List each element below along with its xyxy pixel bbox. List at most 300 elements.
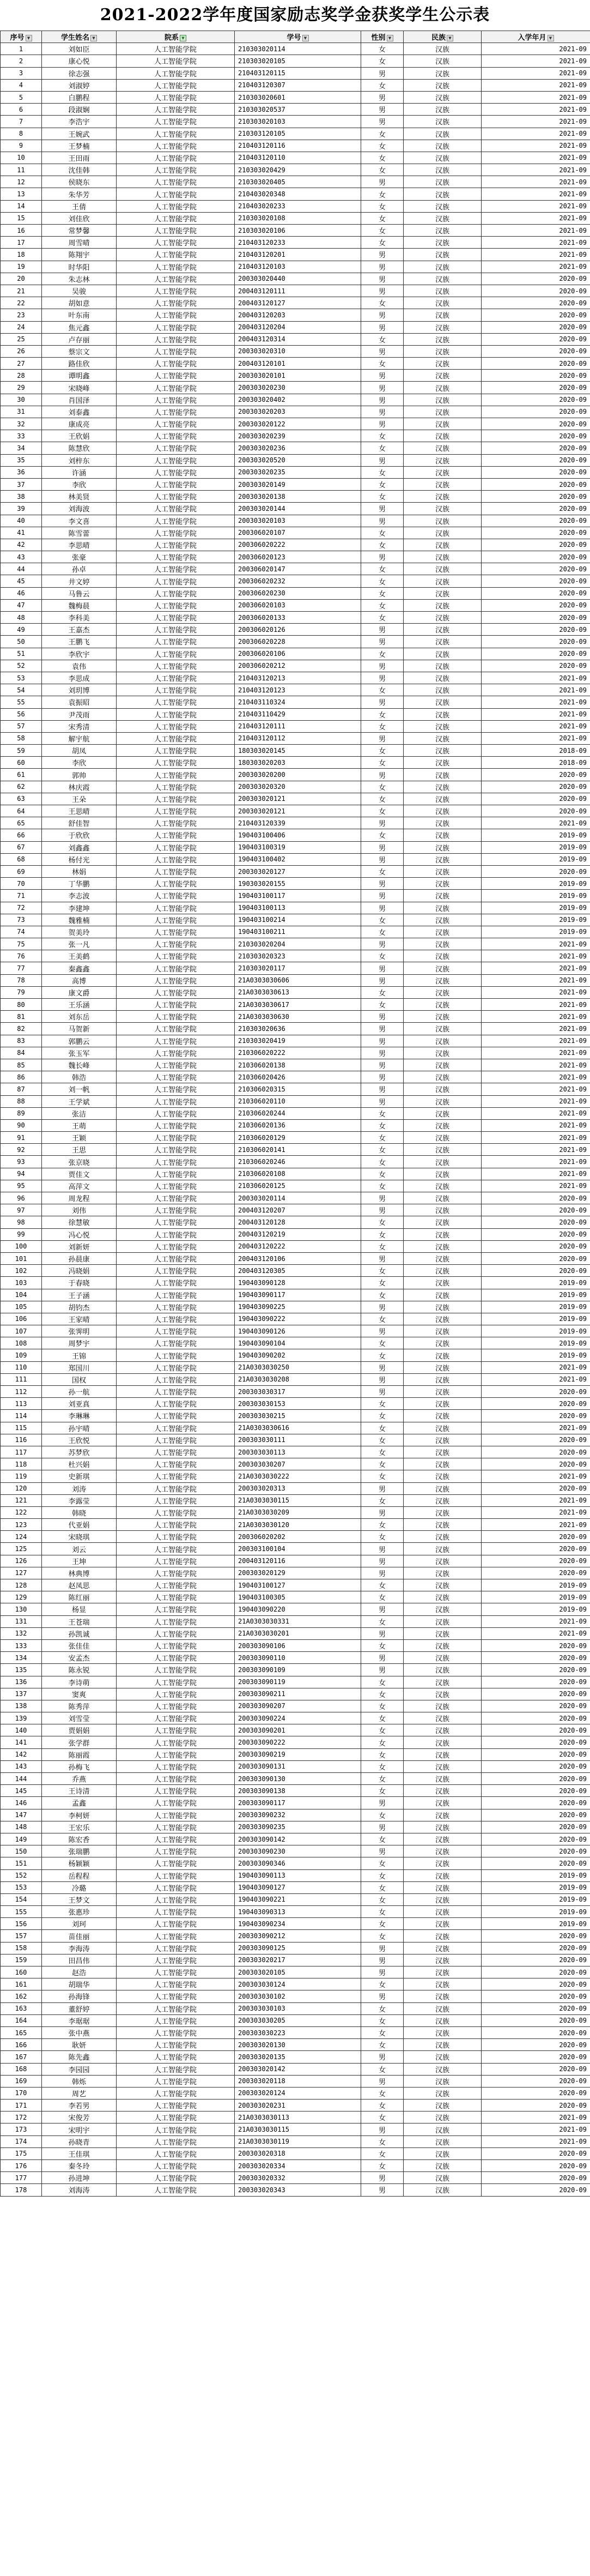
cell-student-name[interactable]: 秦鑫鑫 [42,962,117,974]
cell-enroll-date[interactable]: 2021-09 [482,1627,590,1639]
cell-sex[interactable]: 女 [361,1893,404,1905]
cell-nation[interactable]: 汉族 [404,684,482,696]
cell-student-id[interactable]: 210403120307 [235,79,361,91]
cell-enroll-date[interactable]: 2021-09 [482,950,590,962]
cell-student-id[interactable]: 21A0303030630 [235,1011,361,1023]
cell-seq[interactable]: 10 [1,152,42,164]
cell-nation[interactable]: 汉族 [404,1398,482,1410]
cell-sex[interactable]: 男 [361,1095,404,1107]
cell-enroll-date[interactable]: 2020-09 [482,1797,590,1809]
cell-sex[interactable]: 女 [361,914,404,926]
cell-school[interactable]: 人工智能学院 [117,1869,235,1881]
cell-school[interactable]: 人工智能学院 [117,261,235,273]
cell-school[interactable]: 人工智能学院 [117,164,235,176]
cell-seq[interactable]: 3 [1,67,42,79]
cell-sex[interactable]: 男 [361,1083,404,1095]
cell-enroll-date[interactable]: 2021-09 [482,708,590,720]
cell-student-name[interactable]: 杨颖颖 [42,1857,117,1869]
cell-sex[interactable]: 女 [361,430,404,442]
cell-student-id[interactable]: 200303030223 [235,2026,361,2038]
cell-seq[interactable]: 78 [1,974,42,986]
cell-student-id[interactable]: 200403120127 [235,297,361,309]
cell-seq[interactable]: 62 [1,781,42,793]
cell-sex[interactable]: 男 [361,1555,404,1567]
cell-school[interactable]: 人工智能学院 [117,200,235,212]
cell-nation[interactable]: 汉族 [404,140,482,152]
cell-student-id[interactable]: 210403120103 [235,261,361,273]
cell-nation[interactable]: 汉族 [404,1990,482,2002]
cell-sex[interactable]: 女 [361,1773,404,1785]
cell-seq[interactable]: 36 [1,466,42,478]
cell-enroll-date[interactable]: 2020-09 [482,539,590,551]
cell-seq[interactable]: 176 [1,2160,42,2172]
cell-student-name[interactable]: 张霁明 [42,1325,117,1337]
col-header-nation[interactable] [404,31,482,43]
cell-school[interactable]: 人工智能学院 [117,116,235,128]
cell-enroll-date[interactable]: 2020-09 [482,1930,590,1942]
cell-nation[interactable]: 汉族 [404,2002,482,2014]
cell-school[interactable]: 人工智能学院 [117,878,235,890]
cell-school[interactable]: 人工智能学院 [117,1204,235,1216]
cell-seq[interactable]: 52 [1,660,42,672]
cell-student-id[interactable]: 190403090113 [235,1869,361,1881]
cell-school[interactable]: 人工智能学院 [117,1906,235,1918]
cell-sex[interactable]: 女 [361,1724,404,1736]
cell-sex[interactable]: 女 [361,1700,404,1712]
cell-seq[interactable]: 93 [1,1156,42,1168]
cell-student-name[interactable]: 韩浩 [42,1071,117,1083]
cell-student-name[interactable]: 杨显 [42,1603,117,1615]
cell-enroll-date[interactable]: 2019-09 [482,1893,590,1905]
cell-school[interactable]: 人工智能学院 [117,1942,235,1954]
cell-enroll-date[interactable]: 2019-09 [482,1591,590,1603]
cell-seq[interactable]: 19 [1,261,42,273]
cell-nation[interactable]: 汉族 [404,2123,482,2135]
cell-seq[interactable]: 72 [1,902,42,914]
cell-student-id[interactable]: 200306020232 [235,575,361,587]
cell-student-id[interactable]: 180303020145 [235,745,361,757]
cell-seq[interactable]: 34 [1,442,42,454]
cell-seq[interactable]: 132 [1,1627,42,1639]
cell-nation[interactable]: 汉族 [404,1252,482,1264]
cell-sex[interactable]: 女 [361,575,404,587]
cell-nation[interactable]: 汉族 [404,1676,482,1688]
cell-school[interactable]: 人工智能学院 [117,1748,235,1760]
cell-nation[interactable]: 汉族 [404,660,482,672]
cell-seq[interactable]: 97 [1,1204,42,1216]
cell-school[interactable]: 人工智能学院 [117,1603,235,1615]
cell-student-name[interactable]: 陈雪蕾 [42,527,117,539]
cell-student-id[interactable]: 200306020123 [235,551,361,563]
cell-enroll-date[interactable]: 2020-09 [482,466,590,478]
cell-school[interactable]: 人工智能学院 [117,1132,235,1144]
cell-school[interactable]: 人工智能学院 [117,1893,235,1905]
cell-enroll-date[interactable]: 2020-09 [482,1410,590,1422]
cell-student-id[interactable]: 210403110324 [235,696,361,708]
cell-enroll-date[interactable]: 2020-09 [482,648,590,660]
cell-student-id[interactable]: 200303030124 [235,1978,361,1990]
cell-nation[interactable]: 汉族 [404,1180,482,1192]
cell-sex[interactable]: 女 [361,1470,404,1482]
cell-enroll-date[interactable]: 2020-09 [482,1748,590,1760]
cell-nation[interactable]: 汉族 [404,1748,482,1760]
cell-enroll-date[interactable]: 2019-09 [482,902,590,914]
cell-seq[interactable]: 106 [1,1313,42,1325]
cell-enroll-date[interactable]: 2021-09 [482,696,590,708]
cell-enroll-date[interactable]: 2019-09 [482,1881,590,1893]
cell-sex[interactable]: 女 [361,128,404,140]
cell-student-name[interactable]: 周艺 [42,2087,117,2099]
cell-school[interactable]: 人工智能学院 [117,285,235,297]
cell-seq[interactable]: 116 [1,1434,42,1446]
cell-enroll-date[interactable]: 2021-09 [482,1156,590,1168]
cell-enroll-date[interactable]: 2021-09 [482,672,590,684]
cell-student-name[interactable]: 田昌伟 [42,1954,117,1966]
cell-student-id[interactable]: 200403120204 [235,321,361,333]
cell-student-id[interactable]: 200303030205 [235,2014,361,2026]
cell-nation[interactable]: 汉族 [404,1132,482,1144]
cell-student-id[interactable]: 200403120111 [235,285,361,297]
cell-student-id[interactable]: 210303020117 [235,962,361,974]
cell-sex[interactable]: 男 [361,285,404,297]
cell-enroll-date[interactable]: 2021-09 [482,212,590,224]
filter-dropdown-icon[interactable]: ▼ [90,35,97,41]
cell-seq[interactable]: 44 [1,563,42,575]
cell-sex[interactable]: 男 [361,841,404,853]
cell-enroll-date[interactable]: 2020-09 [482,1845,590,1857]
cell-seq[interactable]: 23 [1,309,42,321]
cell-seq[interactable]: 63 [1,793,42,805]
cell-sex[interactable]: 女 [361,1422,404,1434]
cell-sex[interactable]: 女 [361,152,404,164]
cell-nation[interactable]: 汉族 [404,406,482,418]
cell-seq[interactable]: 80 [1,999,42,1011]
cell-enroll-date[interactable]: 2021-09 [482,2123,590,2135]
cell-seq[interactable]: 165 [1,2026,42,2038]
cell-student-name[interactable]: 王子涵 [42,1289,117,1301]
cell-enroll-date[interactable]: 2020-09 [482,1567,590,1579]
cell-school[interactable]: 人工智能学院 [117,781,235,793]
cell-student-name[interactable]: 苗佳丽 [42,1930,117,1942]
cell-nation[interactable]: 汉族 [404,539,482,551]
cell-seq[interactable]: 25 [1,333,42,345]
cell-school[interactable]: 人工智能学院 [117,1833,235,1845]
cell-seq[interactable]: 2 [1,55,42,67]
cell-student-name[interactable]: 王朵 [42,793,117,805]
cell-student-id[interactable]: 200303090201 [235,1724,361,1736]
cell-seq[interactable]: 109 [1,1349,42,1361]
cell-enroll-date[interactable]: 2021-09 [482,974,590,986]
cell-student-name[interactable]: 谭明鑫 [42,370,117,382]
cell-enroll-date[interactable]: 2021-09 [482,200,590,212]
cell-sex[interactable]: 男 [361,1543,404,1555]
cell-student-id[interactable]: 200306020133 [235,612,361,624]
cell-enroll-date[interactable]: 2020-09 [482,1990,590,2002]
cell-sex[interactable]: 女 [361,2160,404,2172]
cell-student-id[interactable]: 190403100117 [235,890,361,902]
cell-sex[interactable]: 男 [361,1966,404,1978]
cell-seq[interactable]: 85 [1,1059,42,1071]
cell-student-name[interactable]: 林典博 [42,1567,117,1579]
cell-sex[interactable]: 男 [361,636,404,648]
cell-school[interactable]: 人工智能学院 [117,599,235,611]
cell-school[interactable]: 人工智能学院 [117,1494,235,1506]
cell-nation[interactable]: 汉族 [404,1664,482,1676]
cell-seq[interactable]: 6 [1,104,42,116]
cell-school[interactable]: 人工智能学院 [117,1821,235,1833]
cell-enroll-date[interactable]: 2020-09 [482,309,590,321]
cell-seq[interactable]: 39 [1,503,42,515]
cell-sex[interactable]: 女 [361,1930,404,1942]
cell-student-id[interactable]: 190403100113 [235,902,361,914]
cell-student-name[interactable]: 王梦文 [42,1893,117,1905]
cell-sex[interactable]: 女 [361,55,404,67]
cell-student-id[interactable]: 200303020318 [235,2147,361,2159]
cell-seq[interactable]: 14 [1,200,42,212]
cell-student-id[interactable]: 200303020144 [235,503,361,515]
filter-dropdown-icon[interactable]: ▼ [447,35,453,41]
cell-enroll-date[interactable]: 2020-09 [482,1458,590,1470]
cell-student-id[interactable]: 200403120222 [235,1240,361,1252]
cell-student-name[interactable]: 刘新妍 [42,1240,117,1252]
cell-nation[interactable]: 汉族 [404,1506,482,1518]
cell-sex[interactable]: 女 [361,491,404,503]
cell-student-name[interactable]: 胡瑞华 [42,1978,117,1990]
cell-nation[interactable]: 汉族 [404,104,482,116]
cell-nation[interactable]: 汉族 [404,2100,482,2112]
cell-sex[interactable]: 女 [361,1676,404,1688]
cell-sex[interactable]: 女 [361,1216,404,1228]
cell-sex[interactable]: 男 [361,2184,404,2196]
cell-nation[interactable]: 汉族 [404,1192,482,1204]
cell-sex[interactable]: 男 [361,974,404,986]
cell-seq[interactable]: 75 [1,938,42,950]
cell-enroll-date[interactable]: 2020-09 [482,333,590,345]
cell-student-id[interactable]: 190403100402 [235,853,361,865]
cell-school[interactable]: 人工智能学院 [117,1289,235,1301]
cell-seq[interactable]: 5 [1,91,42,103]
cell-sex[interactable]: 女 [361,1337,404,1349]
cell-student-name[interactable]: 孙梅飞 [42,1760,117,1772]
cell-sex[interactable]: 男 [361,176,404,188]
cell-school[interactable]: 人工智能学院 [117,527,235,539]
cell-seq[interactable]: 139 [1,1712,42,1724]
cell-school[interactable]: 人工智能学院 [117,333,235,345]
cell-nation[interactable]: 汉族 [404,1930,482,1942]
cell-seq[interactable]: 60 [1,757,42,769]
cell-enroll-date[interactable]: 2020-09 [482,2172,590,2184]
cell-student-id[interactable]: 210306020222 [235,1047,361,1059]
cell-enroll-date[interactable]: 2020-09 [482,2075,590,2087]
cell-enroll-date[interactable]: 2021-09 [482,999,590,1011]
cell-student-name[interactable]: 韩烁 [42,2075,117,2087]
cell-nation[interactable]: 汉族 [404,67,482,79]
cell-sex[interactable]: 男 [361,660,404,672]
cell-school[interactable]: 人工智能学院 [117,1180,235,1192]
cell-nation[interactable]: 汉族 [404,1942,482,1954]
cell-nation[interactable]: 汉族 [404,249,482,261]
cell-student-name[interactable]: 袁伟 [42,660,117,672]
cell-sex[interactable]: 女 [361,1531,404,1543]
cell-nation[interactable]: 汉族 [404,1458,482,1470]
cell-enroll-date[interactable]: 2019-09 [482,914,590,926]
cell-nation[interactable]: 汉族 [404,1797,482,1809]
cell-sex[interactable]: 女 [361,648,404,660]
cell-nation[interactable]: 汉族 [404,1688,482,1700]
cell-student-name[interactable]: 康成亮 [42,418,117,430]
cell-nation[interactable]: 汉族 [404,817,482,829]
cell-student-name[interactable]: 周雪晴 [42,237,117,249]
cell-school[interactable]: 人工智能学院 [117,1458,235,1470]
cell-sex[interactable]: 女 [361,237,404,249]
cell-nation[interactable]: 汉族 [404,1821,482,1833]
cell-enroll-date[interactable]: 2021-09 [482,1132,590,1144]
cell-student-id[interactable]: 210306020246 [235,1156,361,1168]
cell-seq[interactable]: 177 [1,2172,42,2184]
cell-seq[interactable]: 134 [1,1652,42,1664]
cell-student-id[interactable]: 21A0303030331 [235,1615,361,1627]
cell-school[interactable]: 人工智能学院 [117,1639,235,1651]
cell-student-id[interactable]: 200403120314 [235,333,361,345]
cell-nation[interactable]: 汉族 [404,370,482,382]
cell-student-id[interactable]: 210306020136 [235,1119,361,1131]
cell-school[interactable]: 人工智能学院 [117,297,235,309]
cell-enroll-date[interactable]: 2020-09 [482,1531,590,1543]
cell-nation[interactable]: 汉族 [404,1978,482,1990]
cell-student-name[interactable]: 张中燕 [42,2026,117,2038]
cell-enroll-date[interactable]: 2020-09 [482,1676,590,1688]
cell-enroll-date[interactable]: 2020-09 [482,2063,590,2075]
cell-seq[interactable]: 126 [1,1555,42,1567]
cell-enroll-date[interactable]: 2020-09 [482,321,590,333]
cell-school[interactable]: 人工智能学院 [117,466,235,478]
cell-nation[interactable]: 汉族 [404,1168,482,1180]
cell-student-id[interactable]: 200303020121 [235,805,361,817]
cell-enroll-date[interactable]: 2021-09 [482,1119,590,1131]
cell-nation[interactable]: 汉族 [404,805,482,817]
cell-school[interactable]: 人工智能学院 [117,1301,235,1313]
cell-student-name[interactable]: 魏雅楠 [42,914,117,926]
cell-school[interactable]: 人工智能学院 [117,1990,235,2002]
cell-student-name[interactable]: 路佳欣 [42,358,117,370]
cell-student-name[interactable]: 孙进坤 [42,2172,117,2184]
cell-seq[interactable]: 154 [1,1893,42,1905]
cell-nation[interactable]: 汉族 [404,442,482,454]
cell-student-name[interactable]: 冯心悦 [42,1228,117,1240]
cell-student-name[interactable]: 王坤 [42,1555,117,1567]
cell-sex[interactable]: 女 [361,1240,404,1252]
cell-enroll-date[interactable]: 2020-09 [482,2087,590,2099]
cell-student-name[interactable]: 李浩宇 [42,116,117,128]
cell-nation[interactable]: 汉族 [404,1494,482,1506]
cell-student-id[interactable]: 200303030102 [235,1990,361,2002]
cell-student-name[interactable]: 刘东岳 [42,1011,117,1023]
cell-seq[interactable]: 48 [1,612,42,624]
cell-enroll-date[interactable]: 2021-09 [482,720,590,732]
cell-school[interactable]: 人工智能学院 [117,2112,235,2123]
cell-student-name[interactable]: 马贺新 [42,1023,117,1035]
cell-student-name[interactable]: 王梦楠 [42,140,117,152]
cell-sex[interactable]: 男 [361,1821,404,1833]
cell-enroll-date[interactable]: 2021-09 [482,225,590,237]
cell-nation[interactable]: 汉族 [404,1736,482,1748]
cell-student-id[interactable]: 21A0303030120 [235,1519,361,1531]
cell-school[interactable]: 人工智能学院 [117,1591,235,1603]
cell-student-id[interactable]: 210403120111 [235,720,361,732]
cell-student-id[interactable]: 200303020129 [235,1567,361,1579]
cell-nation[interactable]: 汉族 [404,1337,482,1349]
cell-student-id[interactable]: 200303090346 [235,1857,361,1869]
cell-school[interactable]: 人工智能学院 [117,745,235,757]
cell-seq[interactable]: 120 [1,1482,42,1494]
cell-nation[interactable]: 汉族 [404,1833,482,1845]
cell-enroll-date[interactable]: 2020-09 [482,1664,590,1676]
cell-student-name[interactable]: 冷璐 [42,1881,117,1893]
cell-seq[interactable]: 41 [1,527,42,539]
cell-seq[interactable]: 173 [1,2123,42,2135]
cell-student-name[interactable]: 郭鹏云 [42,1035,117,1047]
cell-student-name[interactable]: 王欣娟 [42,430,117,442]
cell-enroll-date[interactable]: 2020-09 [482,478,590,490]
cell-nation[interactable]: 汉族 [404,1095,482,1107]
cell-student-id[interactable]: 200303020520 [235,454,361,466]
cell-school[interactable]: 人工智能学院 [117,1712,235,1724]
cell-nation[interactable]: 汉族 [404,2112,482,2123]
cell-nation[interactable]: 汉族 [404,1071,482,1083]
cell-school[interactable]: 人工智能学院 [117,345,235,357]
cell-sex[interactable]: 男 [361,370,404,382]
cell-student-name[interactable]: 苏梦欣 [42,1446,117,1458]
cell-seq[interactable]: 108 [1,1337,42,1349]
cell-student-name[interactable]: 王倩 [42,200,117,212]
cell-student-name[interactable]: 张京晓 [42,1156,117,1168]
cell-nation[interactable]: 汉族 [404,612,482,624]
cell-enroll-date[interactable]: 2020-09 [482,297,590,309]
cell-student-id[interactable]: 210306020108 [235,1168,361,1180]
cell-school[interactable]: 人工智能学院 [117,974,235,986]
cell-student-id[interactable]: 200306020230 [235,587,361,599]
cell-student-id[interactable]: 210303020323 [235,950,361,962]
cell-enroll-date[interactable]: 2019-09 [482,829,590,841]
cell-school[interactable]: 人工智能学院 [117,176,235,188]
cell-student-name[interactable]: 刘玥博 [42,684,117,696]
cell-seq[interactable]: 53 [1,672,42,684]
cell-seq[interactable]: 76 [1,950,42,962]
cell-nation[interactable]: 汉族 [404,1011,482,1023]
cell-student-name[interactable]: 李科美 [42,612,117,624]
cell-student-id[interactable]: 190303020155 [235,878,361,890]
cell-student-name[interactable]: 沈佳韩 [42,164,117,176]
cell-student-name[interactable]: 胡钧杰 [42,1301,117,1313]
cell-student-name[interactable]: 李欣 [42,757,117,769]
cell-student-id[interactable]: 21A0303030115 [235,1494,361,1506]
cell-seq[interactable]: 159 [1,1954,42,1966]
cell-nation[interactable]: 汉族 [404,1893,482,1905]
cell-student-name[interactable]: 宋晓峰 [42,382,117,394]
cell-enroll-date[interactable]: 2021-09 [482,164,590,176]
cell-enroll-date[interactable]: 2020-09 [482,2160,590,2172]
cell-seq[interactable]: 172 [1,2112,42,2123]
cell-school[interactable]: 人工智能学院 [117,1652,235,1664]
cell-sex[interactable]: 女 [361,757,404,769]
cell-school[interactable]: 人工智能学院 [117,563,235,575]
cell-student-id[interactable]: 210403120123 [235,684,361,696]
cell-seq[interactable]: 9 [1,140,42,152]
cell-nation[interactable]: 汉族 [404,466,482,478]
cell-student-name[interactable]: 孙晨康 [42,1252,117,1264]
cell-seq[interactable]: 136 [1,1676,42,1688]
cell-enroll-date[interactable]: 2020-09 [482,1760,590,1772]
